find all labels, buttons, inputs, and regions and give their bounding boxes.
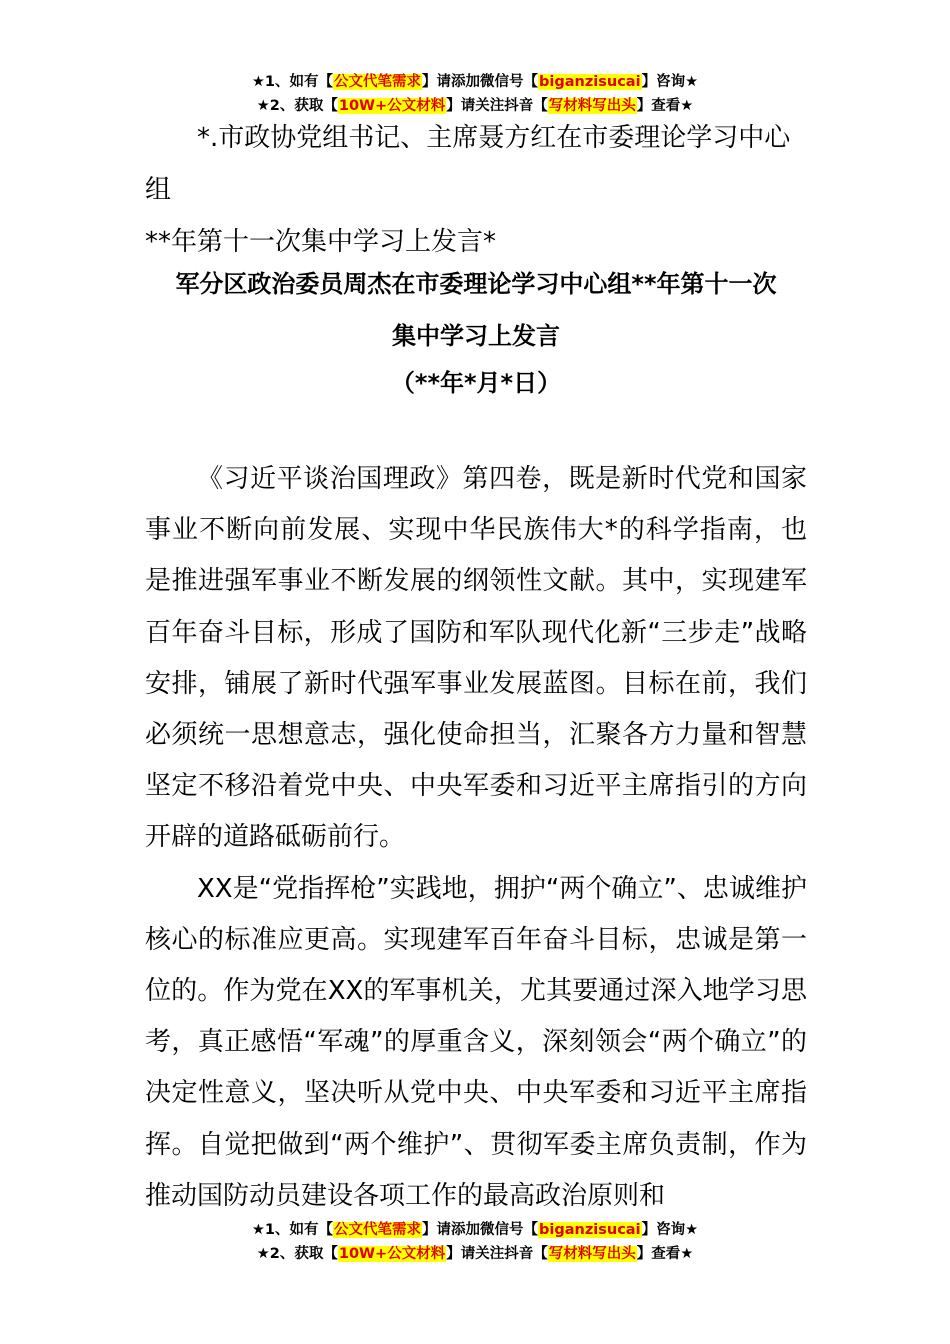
promo-highlight: 写材料写出头 — [548, 98, 636, 114]
promo-highlight: 公文代笔需求 — [334, 1222, 422, 1238]
promo-line-1: ★1、如有【公文代笔需求】请添加微信号【biganzisucai】咨询★ — [251, 1222, 699, 1238]
title-line-2: 集中学习上发言 — [392, 322, 560, 350]
promo-highlight: biganzisucai — [539, 1222, 641, 1238]
promo-line-2: ★2、获取【10W+公文材料】请关注抖音【写材料写出头】查看★ — [256, 1246, 694, 1262]
paragraph-1: 《习近平谈治国理政》第四卷，既是新时代党和国家事业不断向前发展、实现中华民族伟大*的科学指南，也是推进强军事业不断发展的纲领性文献。其中，实现建军百年奋斗目标，形成了国防和军队现代化新“三步走”战略安排，铺展了新时代强军事业发展蓝图。目标在前，我们必须统一思想意志，强化使命担当，汇聚各方力量和智慧坚定不移沿着党中央、中央军委和习近平主席指引的方向开辟的道路砥砺前行。 — [145, 464, 807, 853]
pre-title-line-2: **年第十一次集中学习上发言* — [145, 227, 497, 257]
promo-line-2: ★2、获取【10W+公文材料】请关注抖音【写材料写出头】查看★ — [256, 98, 694, 114]
promo-line-1: ★1、如有【公文代笔需求】请添加微信号【biganzisucai】咨询★ — [251, 74, 699, 90]
promo-footer — [0, 1218, 950, 1266]
promo-header — [0, 70, 950, 118]
promo-highlight: 10W+公文材料 — [338, 1246, 446, 1262]
promo-highlight: 公文代笔需求 — [334, 74, 422, 90]
pre-title — [145, 112, 807, 268]
promo-highlight: biganzisucai — [539, 74, 641, 90]
pre-title-line-1: *.市政协党组书记、主席聂方红在市委理论学习中心组 — [145, 123, 791, 205]
paragraph-2: XX是“党指挥枪”实践地，拥护“两个确立”、忠诚维护核心的标准应更高。实现建军百年奋斗目标，忠诚是第一位的。作为党在XX的军事机关，尤其要通过深入地学习思考，真正感悟“军魂”的厚重含义，深刻领会“两个确立”的决定性意义，坚决听从党中央、中央军委和习近平主席指挥。自觉把做到“两个维护”、贯彻军委主席负责制，作为推动国防动员建设各项工作的最高政治原则和 — [145, 873, 807, 1211]
document-title — [145, 258, 807, 404]
title-line-1: 军分区政治委员周杰在市委理论学习中心组**年第十一次 — [175, 270, 777, 298]
promo-highlight: 10W+公文材料 — [338, 98, 446, 114]
title-date: （**年*月*日） — [390, 369, 562, 397]
promo-highlight: 写材料写出头 — [548, 1246, 636, 1262]
document-body — [145, 454, 807, 1222]
